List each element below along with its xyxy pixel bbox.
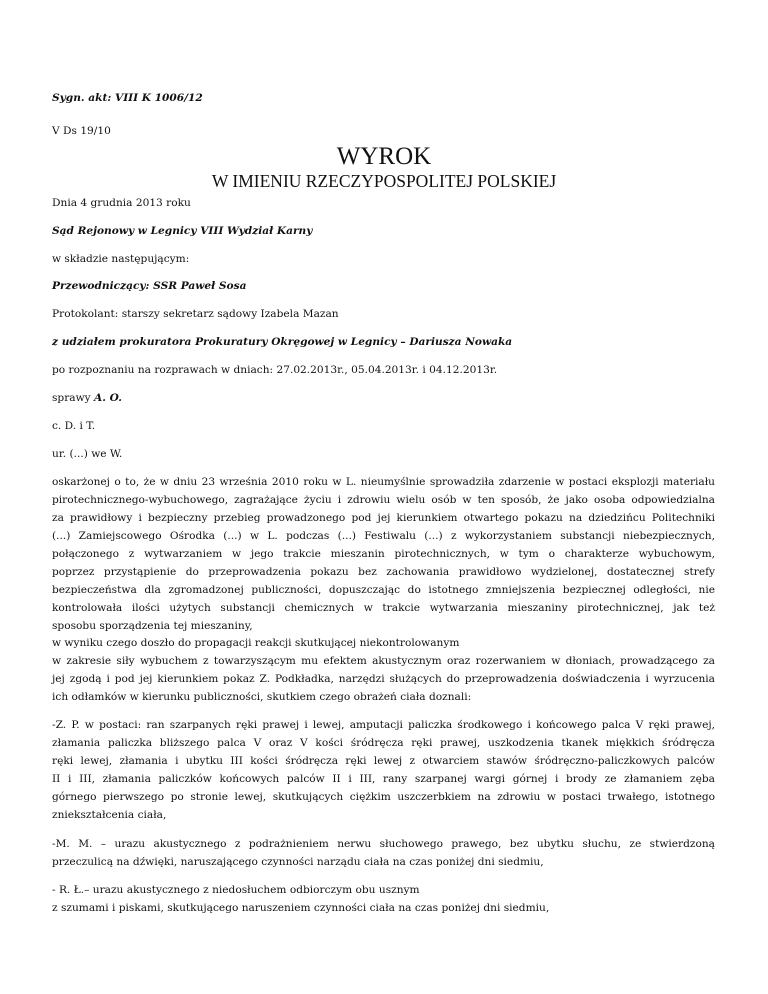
prosecutor: z udziałem prokuratora Prokuratury Okręgowej w Legnicy – Dariusza Nowaka	[52, 336, 513, 348]
hearing-dates: po rozpoznaniu na rozprawach w dniach: 27.02.2013r., 05.04.2013r. i 04.12.2013r.	[52, 364, 498, 376]
document-title: WYROK	[336, 143, 432, 170]
injury-line: -M. M. – urazu akustycznego z podrażnieniem nerwu słuchowego prawego, bez ubytku słuchu, ze stwierdzoną	[52, 838, 715, 850]
charge-line: bezpieczeństwa dla zgromadzonej publiczności, dopuszczając do istotnego zmniejszenia bezpiecznej odległości, nie	[52, 584, 715, 596]
charge-line: za prawidłowy i bezpieczny przebieg prowadzonego pod jej kierunkiem otwartego pokazu na dziedzińcu Politechniki	[52, 512, 715, 524]
defendant-name: A. O.	[94, 392, 122, 404]
court-name: Sąd Rejonowy w Legnicy VIII Wydział Karny	[52, 225, 313, 237]
injury-line: złamania paliczka bliższego palca V oraz V kości śródręcza ręki prawej, uszkodzenia tkanek miękkich śródręcza	[52, 737, 715, 749]
defendant-birth: ur. (...) we W.	[52, 448, 123, 460]
injury-line: II i III, złamania paliczków końcowych palców II i III, rany szarpanej wargi górnej i brody ze złamaniem zęba	[52, 773, 715, 785]
injury-line: -Z. P. w postaci: ran szarpanych ręki prawej i lewej, amputacji paliczka środkowego i końcowego palca V ręki prawej,	[52, 719, 715, 731]
prosecution-reference: V Ds 19/10	[52, 125, 111, 137]
injury-line: z szumami i piskami, skutkującego naruszeniem czynności ciała na czas poniżej dni siedmiu,	[52, 902, 550, 914]
charge-line: ich odłamków w kierunku publiczności, skutkiem czego obrażeń ciała doznali:	[52, 691, 472, 703]
judgment-date: Dnia 4 grudnia 2013 roku	[52, 197, 191, 209]
injury-line: ręki lewej, złamania i ubytku III kości śródręcza ręki lewej z otwarciem stawów śródręczno-paliczkowych palców	[52, 755, 715, 767]
charge-line: połączonego z wytwarzaniem w jego trakcie mieszanin pirotechnicznych, w tym o charakterze wybuchowym,	[52, 548, 715, 560]
case-line	[52, 391, 122, 405]
document-subtitle: W IMIENIU RZECZYPOSPOLITEJ POLSKIEJ	[211, 171, 557, 191]
charge-line: w wyniku czego doszło do propagacji reakcji skutkującej niekontrolowanym	[52, 637, 460, 649]
charge-line: jej zgodą i pod jej kierunkiem pokaz Z. Podkładka, narzędzi służących do przeprowadzenia doświadczenia i wyrzucenia	[52, 673, 715, 685]
composition-label: w składzie następującym:	[52, 253, 190, 265]
court-clerk: Protokolant: starszy sekretarz sądowy Izabela Mazan	[52, 308, 339, 320]
charge-line: w zakresie siły wybuchem z towarzyszącym mu efektem akustycznym oraz rozerwaniem w dłoniach, prowadzącego za	[52, 655, 715, 667]
injury-line: - R. Ł.– urazu akustycznego z niedosłuchem odbiorczym obu usznym	[52, 884, 420, 896]
charge-line: sposobu sporządzenia tej mieszaniny,	[52, 620, 253, 632]
injury-line: górnego pierwszego po stronie lewej, skutkujących ciężkim uszczerbkiem na zdrowiu w postaci trwałego, istotnego	[52, 791, 715, 803]
case-prefix: sprawy	[52, 392, 91, 404]
charge-line: oskarżonej o to, że w dniu 23 września 2010 roku w L. nieumyślnie sprowadziła zdarzenie w postaci eksplozji materiału	[52, 476, 715, 488]
defendant-parents: c. D. i T.	[52, 420, 96, 432]
injury-line: przeczulicą na dźwięki, naruszającego czynności narządu ciała na czas poniżej dni siedmiu,	[52, 856, 544, 868]
charge-line: kontrolowała ilości użytych substancji chemicznych w trakcie wytwarzania mieszaniny pirotechnicznej, jak też	[52, 602, 715, 614]
charge-line: (...) Zamiejscowego Ośrodka (...) w L. podczas (...) Festiwalu (...) z wykorzystaniem substancji niebezpiecznych,	[52, 530, 715, 542]
charge-line: pirotechnicznego-wybuchowego, zagrażające życiu i zdrowiu wielu osób w ten sposób, że jako osoba odpowiedzialna	[52, 494, 715, 506]
presiding-judge: Przewodniczący: SSR Paweł Sosa	[52, 280, 247, 292]
case-signature: Sygn. akt: VIII K 1006/12	[52, 92, 203, 104]
charge-line: poprzez przystąpienie do przeprowadzenia pokazu bez zachowania prawidłowo wydzielonej, dostatecznej strefy	[52, 566, 715, 578]
injury-line: zniekształcenia ciała,	[52, 809, 167, 821]
